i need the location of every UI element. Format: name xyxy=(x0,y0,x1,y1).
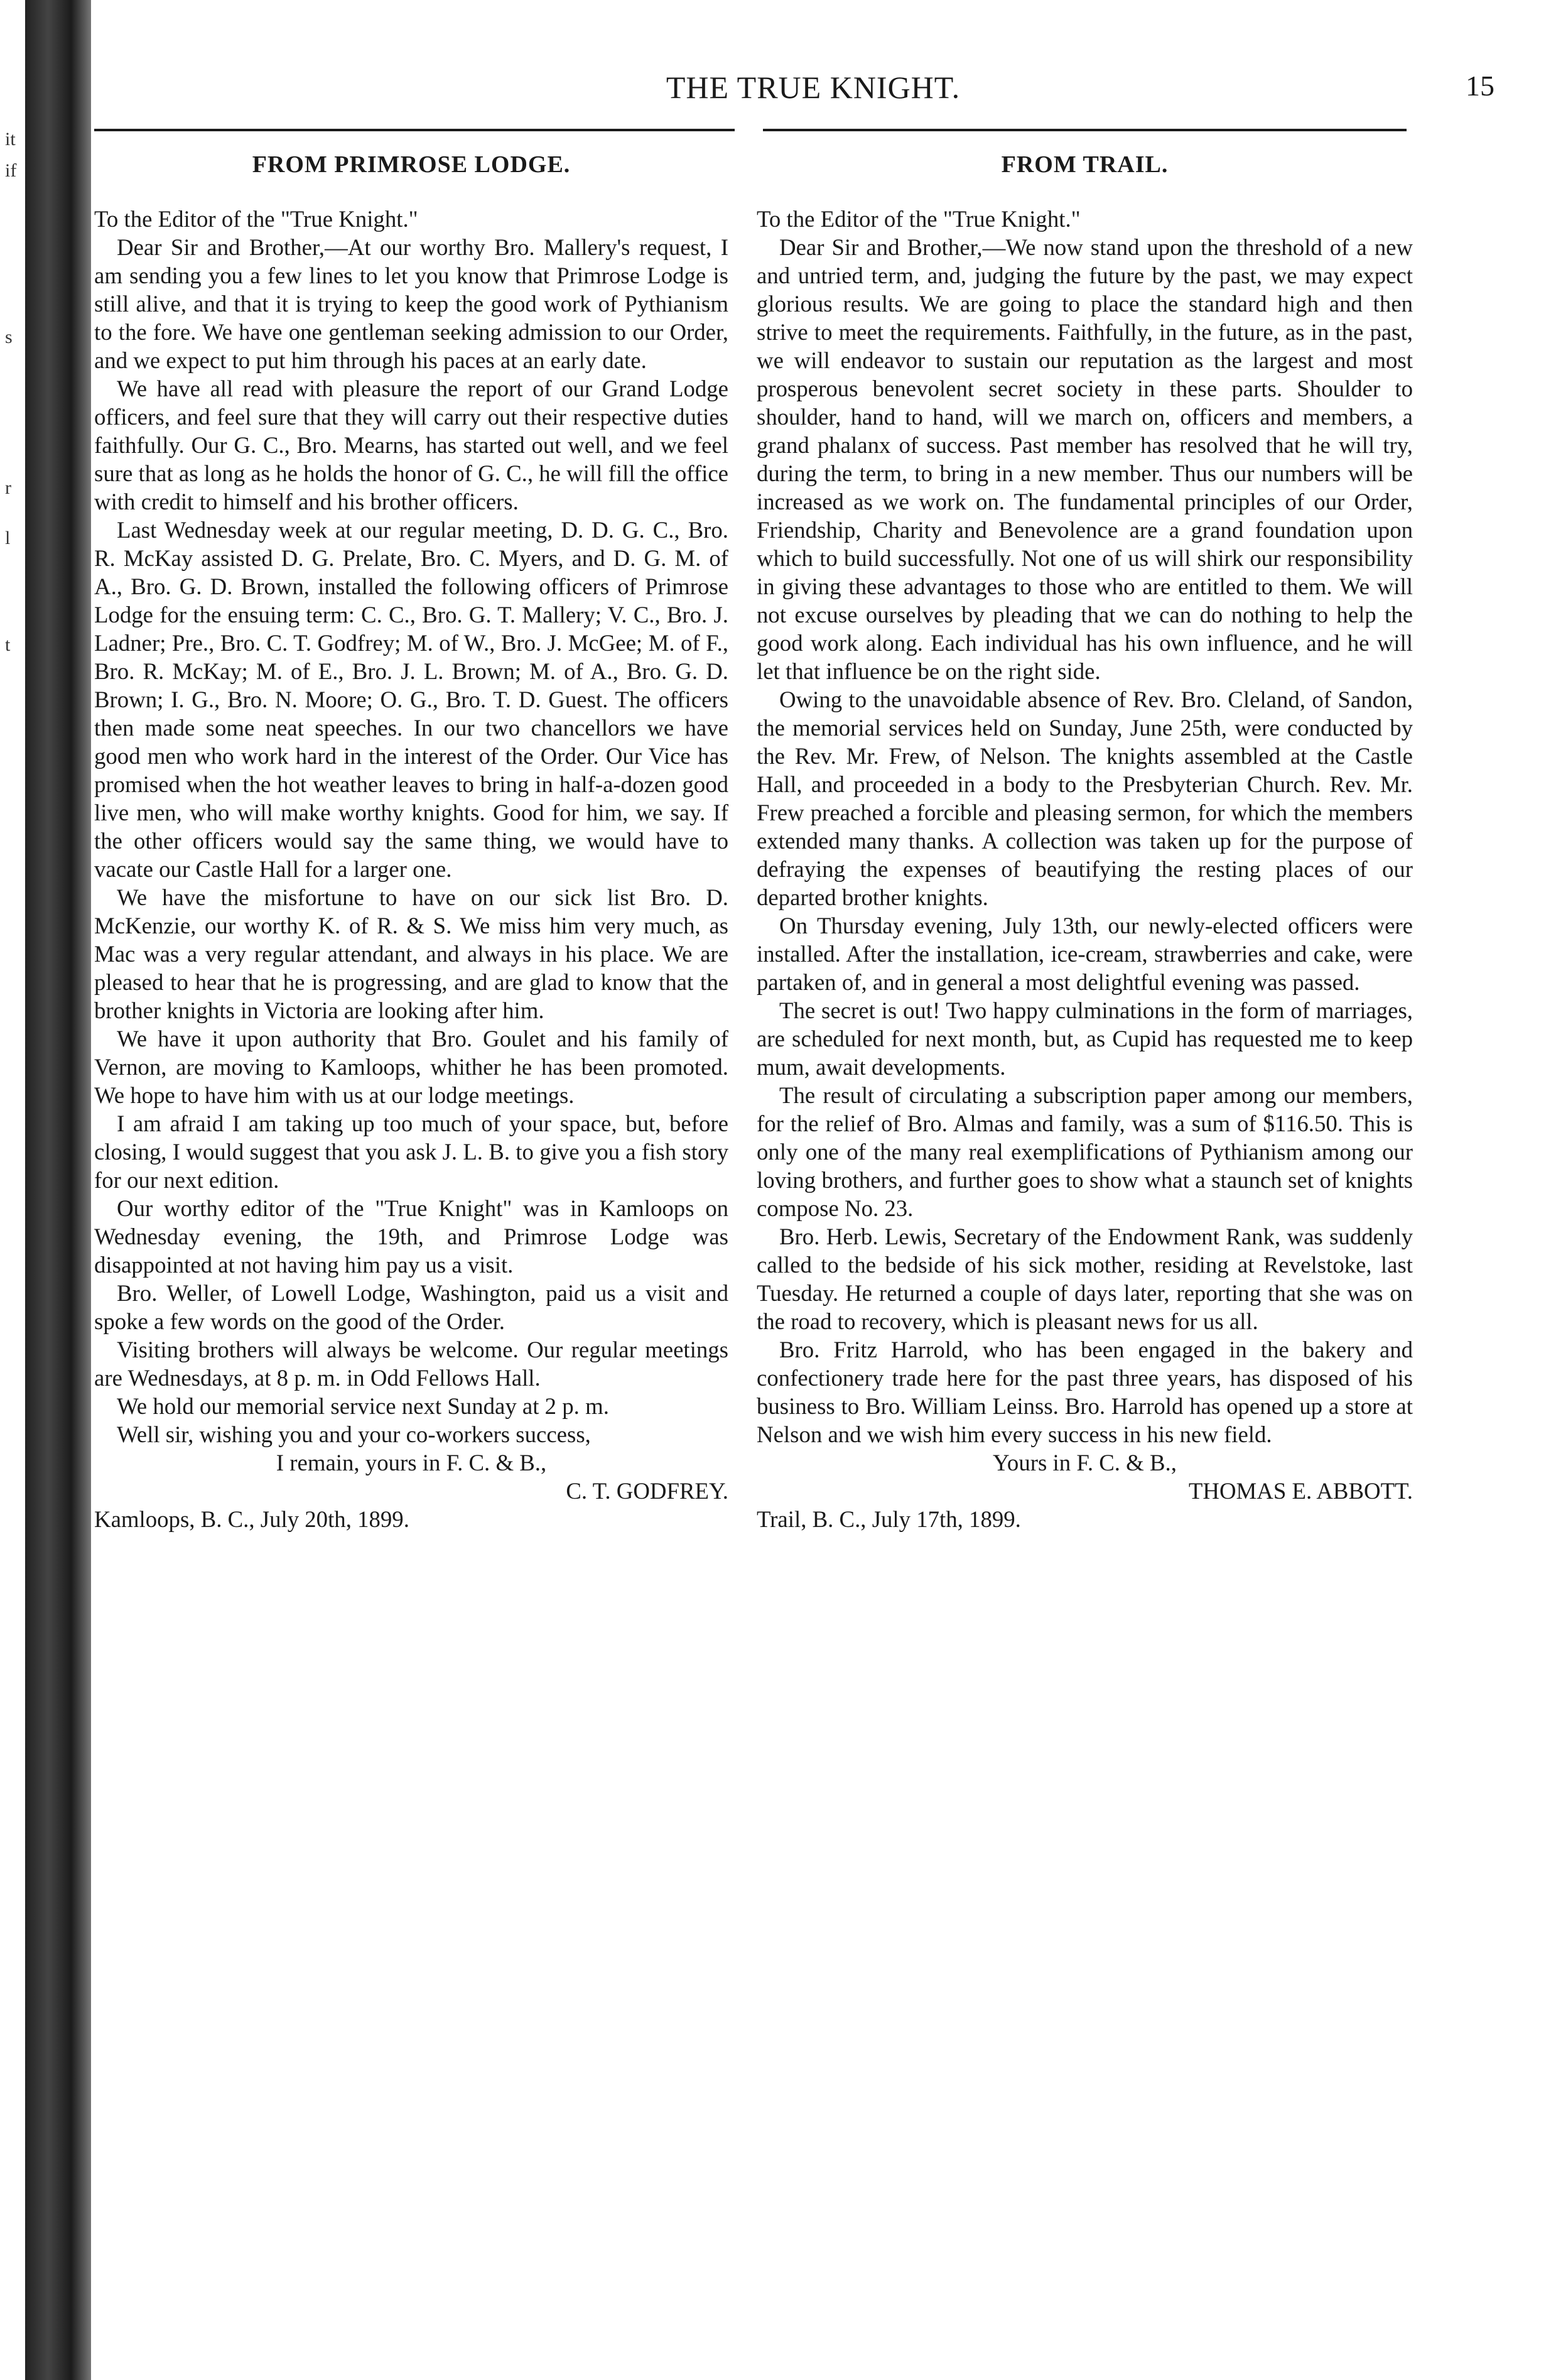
salutation: To the Editor of the "True Knight." xyxy=(94,206,418,232)
paragraph: Dear Sir and Brother,—At our worthy Bro. Mallery's request, I am sending you a few lines to let you know that Primrose Lodge is still alive, and that it is trying to keep the good work of Pythianism to the fore. We have one gentleman seeking admission to our Order, and we expect to put him through his paces at an early date. xyxy=(94,234,728,373)
paragraph: Owing to the unavoidable absence of Rev. Bro. Cleland, of Sandon, the memorial services held on Sunday, June 25th, were conducted by the Rev. Mr. Frew, of Nelson. The knights assembled at the Castle Hall, and proceeded in a body to the Presbyterian Church. Rev. Mr. Frew preached a forcible and pleasing sermon, for which the members extended many thanks. A collection was taken up for the purpose of defraying the expenses of beautifying the resting places of our departed brother knights. xyxy=(757,687,1413,910)
margin-mark: r xyxy=(5,477,11,498)
article-from-trail xyxy=(757,151,1413,1533)
margin-mark: it xyxy=(5,129,16,149)
margin-marks xyxy=(0,0,25,2380)
paragraph: Bro. Weller, of Lowell Lodge, Washington, paid us a visit and spoke a few words on the good of the Order. xyxy=(94,1280,728,1334)
paragraph: We have all read with pleasure the report of our Grand Lodge officers, and feel sure that they will carry out their respective duties faithfully. Our G. C., Bro. Mearns, has started out well, and we feel sure that as long as he holds the honor of G. C., he will fill the office with credit to himself and his brother officers. xyxy=(94,376,729,514)
margin-mark: s xyxy=(5,327,13,347)
header-rule-right xyxy=(763,129,1407,131)
closing-line: Yours in F. C. & B., xyxy=(993,1450,1177,1475)
paragraph: The result of circulating a subscription paper among our members, for the relief of Bro. Almas and family, was a sum of $116.50. This is only one of the many real exemplifications of Pythianism among our loving brothers, and further goes to show what a staunch set of knights compose No. 23. xyxy=(757,1082,1413,1221)
paragraph: Our worthy editor of the "True Knight" was in Kamloops on Wednesday evening, the 19th, and Primrose Lodge was disappointed at not having him pay us a visit. xyxy=(94,1195,728,1278)
article-heading: FROM TRAIL. xyxy=(1001,151,1169,178)
margin-mark: t xyxy=(5,634,11,655)
salutation: To the Editor of the "True Knight." xyxy=(757,206,1081,232)
page-header xyxy=(94,69,1532,113)
paragraph: Well sir, wishing you and your co-workers success, xyxy=(117,1421,591,1447)
closing-line: I remain, yours in F. C. & B., xyxy=(276,1450,547,1475)
dateline: Trail, B. C., July 17th, 1899. xyxy=(757,1506,1021,1532)
paragraph: Visiting brothers will always be welcome. Our regular meetings are Wednesdays, at 8 p. m. in Odd Fellows Hall. xyxy=(94,1337,728,1391)
dateline: Kamloops, B. C., July 20th, 1899. xyxy=(94,1506,409,1532)
running-title: THE TRUE KNIGHT. xyxy=(666,70,961,105)
paragraph: Bro. Herb. Lewis, Secretary of the Endowment Rank, was suddenly called to the bedside of his sick mother, residing at Revelstoke, last Tuesday. He returned a couple of days later, reporting that she was on the road to recovery, which is pleasant news for us all. xyxy=(757,1224,1413,1334)
paragraph: On Thursday evening, July 13th, our newly-elected officers were installed. After the installation, ice-cream, strawberries and cake, were partaken of, and in general a most delightful evening was passed. xyxy=(757,913,1413,995)
paragraph: I am afraid I am taking up too much of your space, but, before closing, I would suggest that you ask J. L. B. to give you a fish story for our next edition. xyxy=(94,1111,728,1193)
paragraph: Last Wednesday week at our regular meeting, D. D. G. C., Bro. R. McKay assisted D. G. Prelate, Bro. C. Myers, and D. G. M. of A., Bro. G. D. Brown, installed the following officers of Primrose Lodge for the ensuing term: C. C., Bro. G. T. Mallery; V. C., Bro. J. Ladner; Pre., Bro. C. T. Godfrey; M. of W., Bro. J. McGee; M. of F., Bro. R. McKay; M. of E., Bro. J. L. Brown; M. of A., Bro. G. D. Brown; I. G., Bro. N. Moore; O. G., Bro. T. D. Guest. The officers then made some neat speeches. In our two chancellors we have good men who work hard in the interest of the Order. Our Vice has promised when the hot weather leaves to bring in half-a-dozen good live men, who will make worthy knights. Good for him, we say. If the other officers would say the same thing, we would have to vacate our Castle Hall for a larger one. xyxy=(94,517,728,882)
paragraph: Dear Sir and Brother,—We now stand upon the threshold of a new and untried term, and, judging the future by the past, we may expect glorious results. We are going to place the standard high and then strive to meet the requirements. Faithfully, in the future, as in the past, we will endeavor to sustain our reputation as the largest and most prosperous benevolent secret society in these parts. Shoulder to shoulder, hand to hand, will we march on, officers and members, a grand phalanx of success. Past member has resolved that he will try, during the term, to bring in a new member. Thus our numbers will be increased as we work on. The fundamental principles of our Order, Friendship, Charity and Benevolence are a grand foundation upon which to build successfully. Not one of us will shirk our responsibility in giving these advantages to those who are entitled to them. We will not excuse ourselves by pleading that we can do nothing to help the good work along. Each individual has his own influence, and he will let that influence be on the right side. xyxy=(757,234,1413,684)
page-number: 15 xyxy=(1466,70,1494,102)
article-primrose-lodge xyxy=(94,151,728,1533)
paragraph: We hold our memorial service next Sunday at 2 p. m. xyxy=(117,1393,609,1419)
signature: C. T. GODFREY. xyxy=(566,1478,728,1504)
article-heading: FROM PRIMROSE LODGE. xyxy=(252,151,571,178)
book-binding-edge xyxy=(25,0,91,2380)
signature: THOMAS E. ABBOTT. xyxy=(1188,1478,1413,1504)
margin-mark: l xyxy=(5,528,11,548)
paragraph: We have it upon authority that Bro. Goulet and his family of Vernon, are moving to Kamloops, whither he has been promoted. We hope to have him with us at our lodge meetings. xyxy=(94,1026,728,1108)
margin-mark: if xyxy=(5,160,17,181)
paragraph: We have the misfortune to have on our sick list Bro. D. McKenzie, our worthy K. of R. & S. We miss him very much, as Mac was a very regular attendant, and always in his place. We are pleased to hear that he is progressing, and are glad to know that the brother knights in Victoria are looking after him. xyxy=(94,884,728,1023)
paragraph: The secret is out! Two happy culminations in the form of marriages, are scheduled for next month, but, as Cupid has requested me to keep mum, await developments. xyxy=(757,997,1413,1080)
header-rule-left xyxy=(94,129,735,131)
paragraph: Bro. Fritz Harrold, who has been engaged in the bakery and confectionery trade here for the past three years, has disposed of his business to Bro. William Leinss. Bro. Harrold has opened up a store at Nelson and we wish him every success in his new field. xyxy=(757,1337,1413,1447)
